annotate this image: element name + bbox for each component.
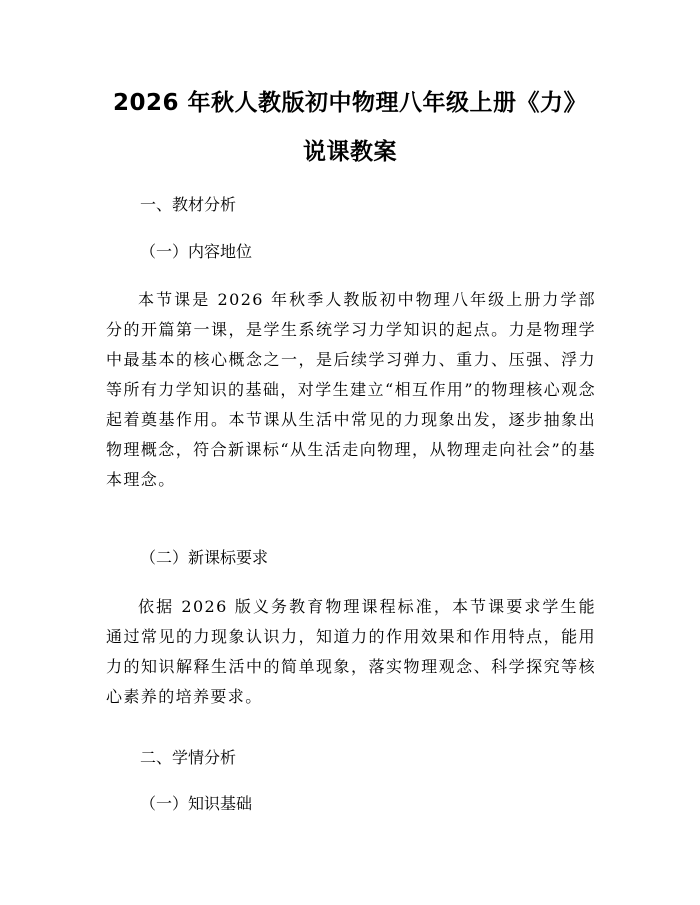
document-title-line-2: 说课教案 — [303, 139, 397, 165]
subsection-heading-knowledge-foundation: （一）知识基础 — [140, 794, 253, 813]
paragraph-curriculum-requirements: 依据 2026 版义务教育物理课程标准，本节课要求学生能通过常见的力现象认识力，知道力的作用效果和作用特点，能用力的知识解释生活中的简单现象，落实物理观念、科学探究等核心素养的培养要求。 — [106, 597, 596, 706]
section-heading-learner-analysis: 二、学情分析 — [140, 748, 237, 767]
document-title-line-1: 2026 年秋人教版初中物理八年级上册《力》 — [112, 90, 588, 116]
subsection-heading-curriculum-requirements: （二）新课标要求 — [140, 548, 269, 567]
paragraph-content-position: 本节课是 2026 年秋季人教版初中物理八年级上册力学部分的开篇第一课，是学生系统学习力学知识的起点。力是物理学中最基本的核心概念之一，是后续学习弹力、重力、压强、浮力等所有力学知识的基础，对学生建立“相互作用”的物理核心观念起着奠基作用。本节课从生活中常见的力现象出发，逐步抽象出物理概念，符合新课标“从生活走向物理，从物理走向社会”的基本理念。 — [106, 290, 596, 489]
section-heading-textbook-analysis: 一、教材分析 — [140, 195, 237, 214]
subsection-heading-content-position: （一）内容地位 — [140, 242, 253, 261]
